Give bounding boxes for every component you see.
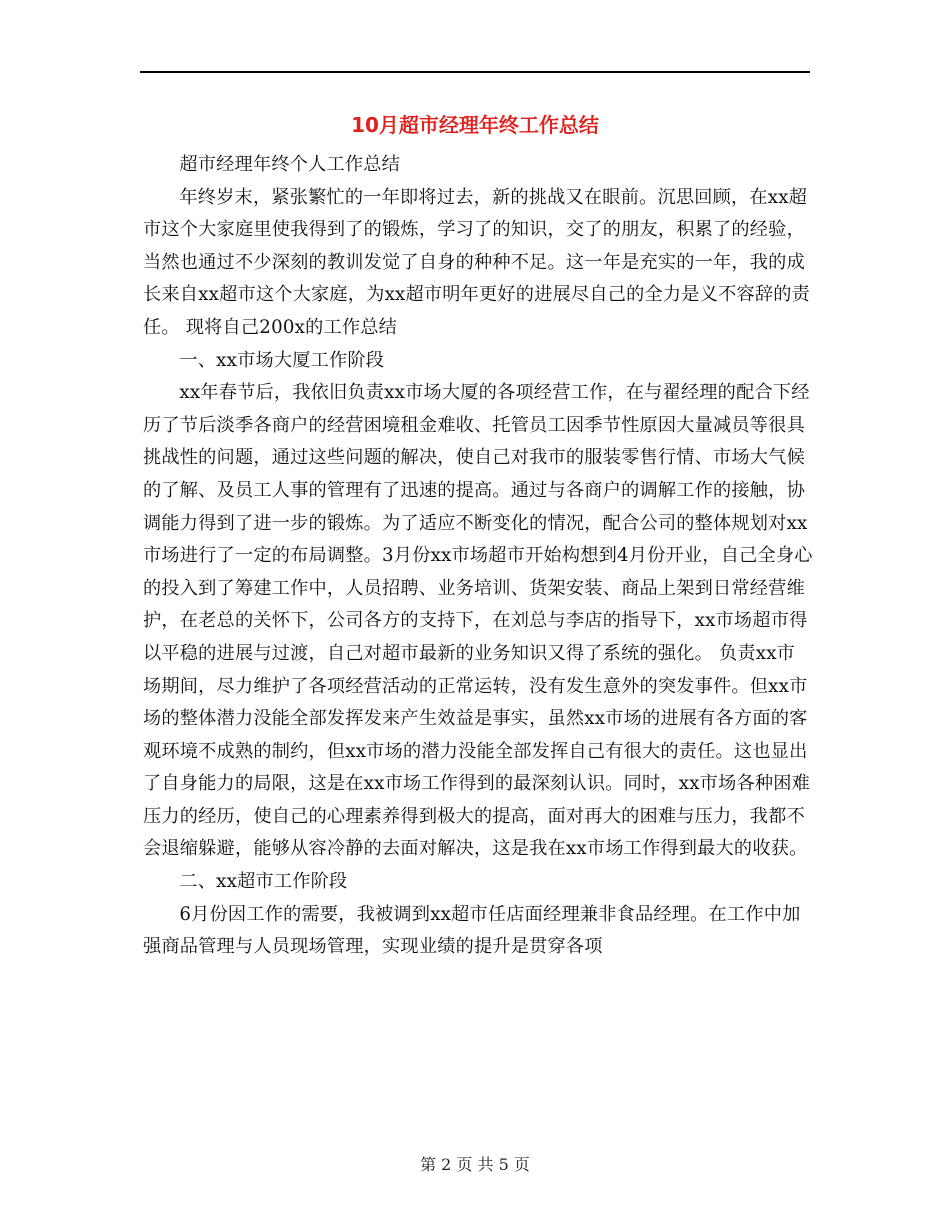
page-footer: 第 2 页 共 5 页 xyxy=(420,1155,530,1174)
header-rule xyxy=(140,71,810,73)
section-2-paragraph: 6月份因工作的需要，我被调到xx超市任店面经理兼非食品经理。在工作中加强商品管理与人员现场管理，实现业绩的提升是贯穿各项 xyxy=(143,903,801,958)
section-1-paragraph: xx年春节后，我依旧负责xx市场大厦的各项经营工作，在与翟经理的配合下经历了节后淡季各商户的经营困境租金难收、托管员工因季节性原因大量减员等很具挑战性的问题，通过这些问题的解决，使自己对我市的服装零售行情、市场大气候的了解、及员工人事的管理有了迅速的提高。通过与各商户的调解工作的接触，协调能力得到了进一步的锻炼。为了适应不断变化的情况，配合公司的整体规划对xx市场进行了一定的布局调整。3月份xx市场超市开始构想到4月份开业，自己全身心的投入到了筹建工作中，人员招聘、业务培训、货架安装、商品上架到日常经营维护，在老总的关怀下，公司各方的支持下，在刘总与李店的指导下，xx市场超市得以平稳的进展与过渡，自己对超市最新的业务知识又得了系统的强化。 负责xx市场期间，尽力维护了各项经营活动的正常运转，没有发生意外的突发事件。但xx市场的整体潜力没能全部发挥发来产生效益是事实，虽然xx市场的进展有各方面的客观环境不成熟的制约，但xx市场的潜力没能全部发挥自己有很大的责任。这也显出了自身能力的局限，这是在xx市场工作得到的最深刻认识。同时，xx市场各种困难压力的经历，使自己的心理素养得到极大的提高，面对再大的困难与压力，我都不会退缩躲避，能够从容冷静的去面对解决，这是我在xx市场工作得到最大的收获。 xyxy=(143,382,813,860)
subtitle-paragraph: 超市经理年终个人工作总结 xyxy=(179,154,401,175)
intro-paragraph: 年终岁末，紧张繁忙的一年即将过去，新的挑战又在眼前。沉思回顾，在xx超市这个大家庭里使我得到了的锻炼，学习了的知识，交了的朋友，积累了的经验，当然也通过不少深刻的教训发觉了自身的种种不足。这一年是充实的一年，我的成长来自xx超市这个大家庭，为xx超市明年更好的进展尽自己的全力是义不容辞的责任。 现将自己200x的工作总结 xyxy=(143,186,811,338)
section-heading-2: 二、xx超市工作阶段 xyxy=(179,871,348,893)
document-body xyxy=(143,149,813,964)
section-heading-1: 一、xx市场大厦工作阶段 xyxy=(179,349,385,371)
document-title: 10月超市经理年终工作总结 xyxy=(351,113,599,137)
